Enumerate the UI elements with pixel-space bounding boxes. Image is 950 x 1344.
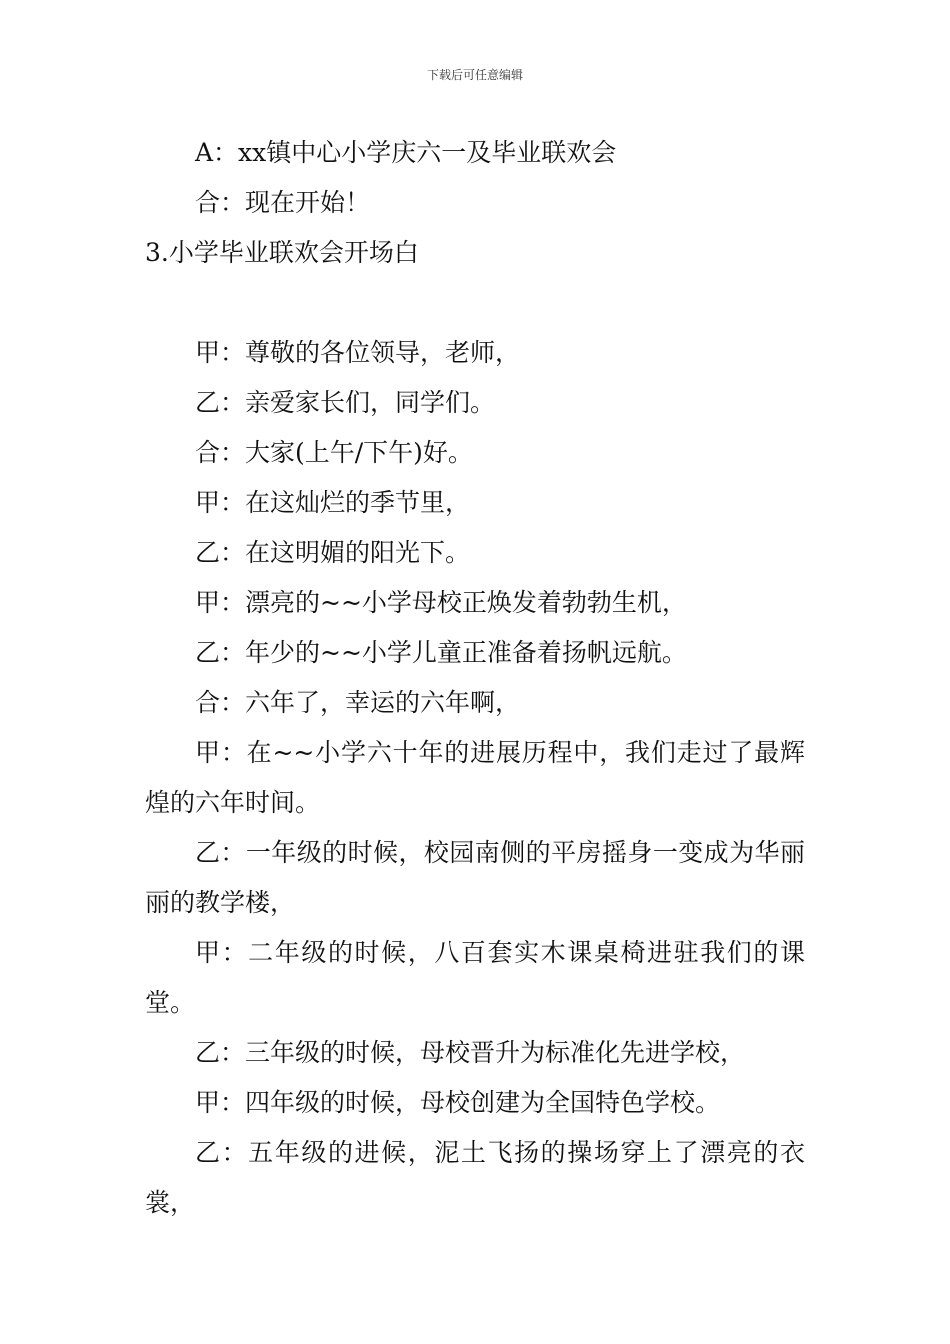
section-title: 3.小学毕业联欢会开场白 — [145, 238, 419, 267]
paragraph-start: 合：现在开始！ — [195, 188, 371, 217]
paragraph: 甲：四年级的时候，母校创建为全国特色学校。 — [195, 1088, 721, 1117]
paragraph: 甲：漂亮的~~小学母校正焕发着勃勃生机， — [195, 588, 687, 617]
blank-line — [145, 278, 805, 328]
paragraph: 乙：年少的~~小学儿童正准备着扬帆远航。 — [195, 638, 687, 667]
paragraph: 乙：三年级的时候，母校晋升为标准化先进学校， — [195, 1038, 746, 1067]
paragraph: 甲：在~~小学六十年的进展历程中，我们走过了最辉煌的六年时间。 — [145, 738, 805, 817]
paragraph: 甲：尊敬的各位领导，老师， — [195, 338, 521, 367]
paragraph: 合：大家(上午/下午)好。 — [195, 438, 473, 467]
paragraph: 乙：一年级的时候，校园南侧的平房摇身一变成为华丽丽的教学楼， — [145, 838, 805, 917]
paragraph: 乙：亲爱家长们，同学们。 — [195, 388, 496, 417]
paragraph-announce: A：xx镇中心小学庆六一及毕业联欢会 — [195, 138, 617, 167]
paragraph: 甲：二年级的时候，八百套实木课桌椅进驻我们的课堂。 — [145, 938, 805, 1017]
paragraph: 乙：五年级的进候，泥土飞扬的操场穿上了漂亮的衣裳， — [145, 1138, 805, 1217]
paragraph: 甲：在这灿烂的季节里， — [195, 488, 471, 517]
paragraph: 合：六年了，幸运的六年啊， — [195, 688, 521, 717]
document-body — [145, 128, 805, 1228]
page-header-note: 下载后可任意编辑 — [426, 68, 523, 82]
paragraph: 乙：在这明媚的阳光下。 — [195, 538, 471, 567]
